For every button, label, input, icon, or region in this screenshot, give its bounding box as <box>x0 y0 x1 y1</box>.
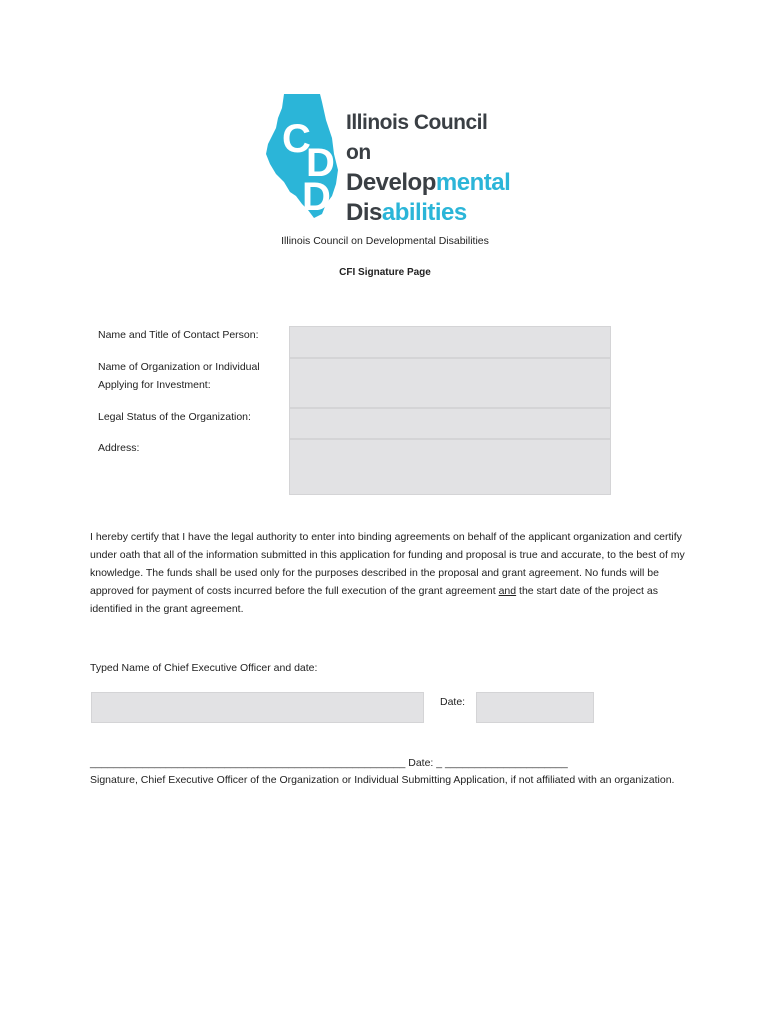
organization-label-line1: Name of Organization or Individual <box>98 361 260 373</box>
certification-emphasis: and <box>498 585 517 597</box>
logo-letter-d1: D <box>306 141 335 185</box>
certification-paragraph: I hereby certify that I have the legal authority to enter into binding agreements on behalf of the applicant organization and certify under oath that all of the information submitted in this application for funding and proposal is true and accurate, to the best of my knowledge. The funds shall be used only for the purposes described in the proposal and grant agreement. No funds will be approved for payment of costs incurred before the full execution of the grant agreement and the start date of the project as identified in the grant agreement. <box>90 531 685 615</box>
logo-wordmark <box>346 108 512 228</box>
council-logo <box>262 92 512 226</box>
legal-status-label: Legal Status of the Organization: <box>98 411 251 423</box>
address-label: Address: <box>98 442 140 454</box>
contact-person-label: Name and Title of Contact Person: <box>98 329 259 341</box>
document-title: Illinois Council on Developmental Disabilities <box>281 235 489 247</box>
typed-name-label: Typed Name of Chief Executive Officer and date: <box>90 662 318 674</box>
typed-name-field[interactable] <box>91 692 424 723</box>
signature-caption: Signature, Chief Executive Officer of the Organization or Individual Submitting Application, if not affiliated with an organization. <box>90 774 675 786</box>
date-label: Date: <box>440 696 466 708</box>
organization-field[interactable] <box>289 358 611 408</box>
logo-line-2: Developmental <box>346 169 511 196</box>
legal-status-field[interactable] <box>289 408 611 439</box>
date-field[interactable] <box>476 692 594 723</box>
signature-line: ______________________________________________________ Date: _ _____________________ <box>90 757 568 769</box>
document-subtitle: CFI Signature Page <box>339 267 431 278</box>
organization-label-line2: Applying for Investment: <box>98 379 211 391</box>
logo-letter-d2: D <box>302 175 331 219</box>
contact-person-field[interactable] <box>289 326 611 358</box>
illinois-map-icon <box>262 92 352 220</box>
logo-letter-c: C <box>282 117 311 161</box>
address-field[interactable] <box>289 439 611 495</box>
logo-line-1: Illinois Council on <box>346 111 488 164</box>
logo-line-3: Disabilities <box>346 199 467 226</box>
